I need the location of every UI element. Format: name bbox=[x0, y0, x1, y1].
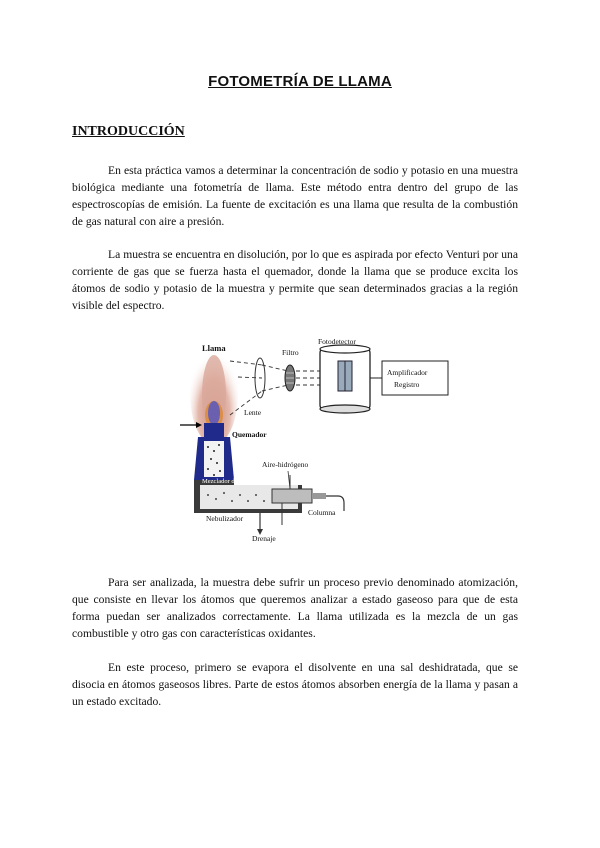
label-amplificador: Amplificador bbox=[387, 368, 428, 377]
label-mezclador: Mezclador de gases bbox=[202, 478, 254, 485]
label-quemador: Quemador bbox=[232, 430, 267, 439]
flame-photometer-diagram bbox=[178, 335, 450, 547]
paragraph-2: La muestra se encuentra en disolución, por lo que es aspirada por efecto Venturi por una corriente de gas que se fuerza hasta el quemador, donde la llama que se produce excita los átomos de sodio y potasio de la muestra y permite que sean determinados gracias a la región visible del espectro. bbox=[72, 248, 518, 312]
label-llama: Llama bbox=[202, 343, 226, 353]
label-drenaje: Drenaje bbox=[252, 534, 276, 543]
flame-core bbox=[208, 401, 220, 425]
label-registro: Registro bbox=[394, 380, 420, 389]
burner-head bbox=[204, 423, 224, 437]
label-columna: Columna bbox=[308, 508, 336, 517]
label-fotodetector: Fotodetector bbox=[318, 337, 356, 346]
paragraph-4: En este proceso, primero se evapora el disolvente en una sal deshidratada, que se disocia en átomos gaseosos libres. Parte de estos átomos absorben energía de la llama y pasan a un estado excitado. bbox=[72, 661, 518, 708]
paragraph-3: Para ser analizada, la muestra debe sufrir un proceso previo denominado atomización, que consiste en llevar los átomos que queremos analizar a estado gaseoso para que de esta forma puedan ser analizados correctamente. La llama utilizada es la mezcla de un gas combustible y otro gas con características oxidantes. bbox=[72, 576, 518, 640]
document-title: FOTOMETRÍA DE LLAMA bbox=[208, 73, 392, 90]
label-filtro: Filtro bbox=[282, 348, 299, 357]
section-heading: INTRODUCCIÓN bbox=[72, 124, 185, 139]
nebulizer bbox=[272, 489, 312, 503]
amplifier-box bbox=[382, 361, 448, 395]
label-nebulizador: Nebulizador bbox=[206, 514, 244, 523]
paragraph-1: En esta práctica vamos a determinar la concentración de sodio y potasio en una muestra biológica mediante una fotometría de llama. Este método entra dentro del grupo de las espectroscopías de emisión. La fuente de excitación es una llama que resulta de la combustión de gas natural con aire a presión. bbox=[72, 164, 518, 228]
label-aire-hidrogeno: Aire-hidrógeno bbox=[262, 460, 309, 469]
label-lente: Lente bbox=[244, 408, 262, 417]
